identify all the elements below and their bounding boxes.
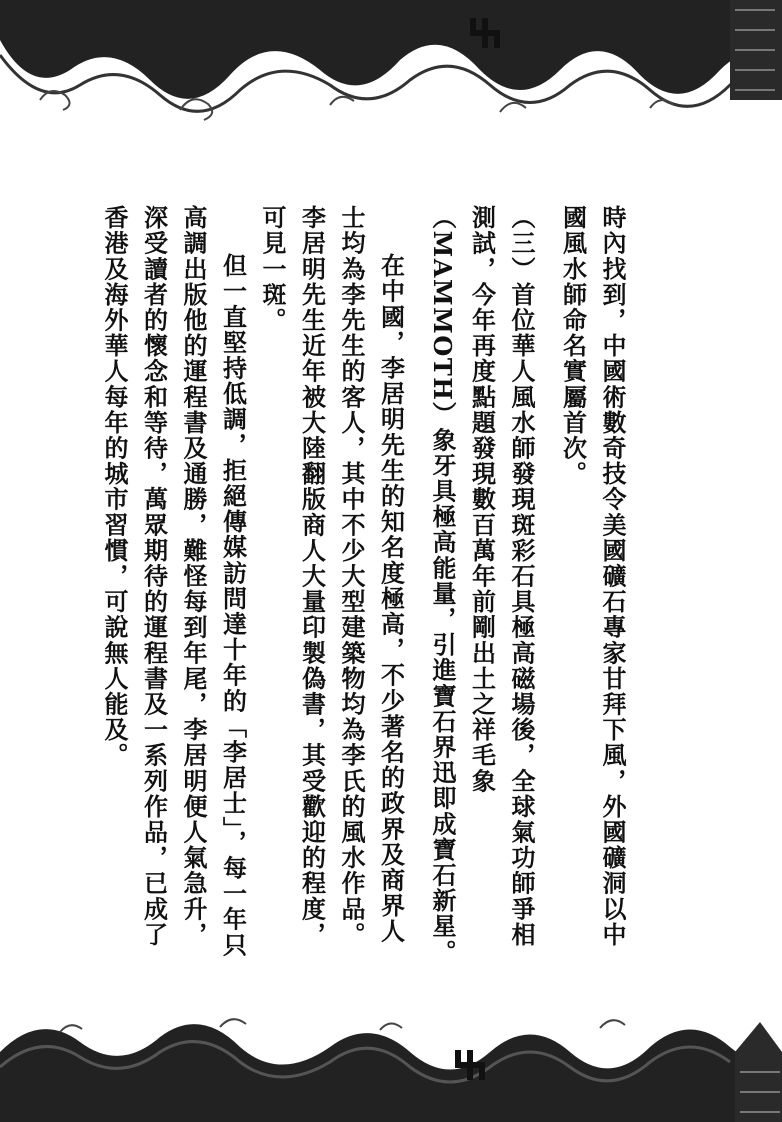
decorative-border-bottom [0,992,782,1122]
cloud-pattern-bottom [0,992,782,1122]
cloud-pattern-top [0,0,782,150]
list-item-three [423,205,542,965]
list-item-marker: （三） [507,205,536,282]
spacer [541,205,553,965]
list-item-text: 首位華人風水師發現斑彩石具極高磁場後，全球氣功師爭相測試，今年再度點題發現數百萬年前剛出土之祥毛象（MAMMOTH）象牙具極高能量，引進寶石界迅即成寶石新星。 [428,205,536,965]
vertical-text-body [95,205,633,965]
decorative-border-top [0,0,782,150]
paragraph-low-profile: 但一直堅持低調，拒絕傳媒訪問達十年的「李居士」，每一年只高調出版他的運程書及通勝，難怪每到年尾，李居明便人氣急升，深受讀者的懷念和等待，萬眾期待的運程書及一系列作品，已成了香港及海外華人每年的城市習慣，可說無人能及。 [100,205,248,958]
paragraph-continued: 時內找到，中國術數奇技令美國礦石專家甘拜下風，外國礦洞以中國風水師命名實屬首次。 [558,205,627,948]
paragraph-fame: 在中國，李居明先生的知名度極高，不少著名的政界及商界人士均為李先生的客人，其中不少大型建築物均為李氏的風水作品。李居明先生近年被大陸翻版商人大量印製偽書，其受歡迎的程度，可見一斑。 [258,205,406,948]
spacer [411,205,423,965]
